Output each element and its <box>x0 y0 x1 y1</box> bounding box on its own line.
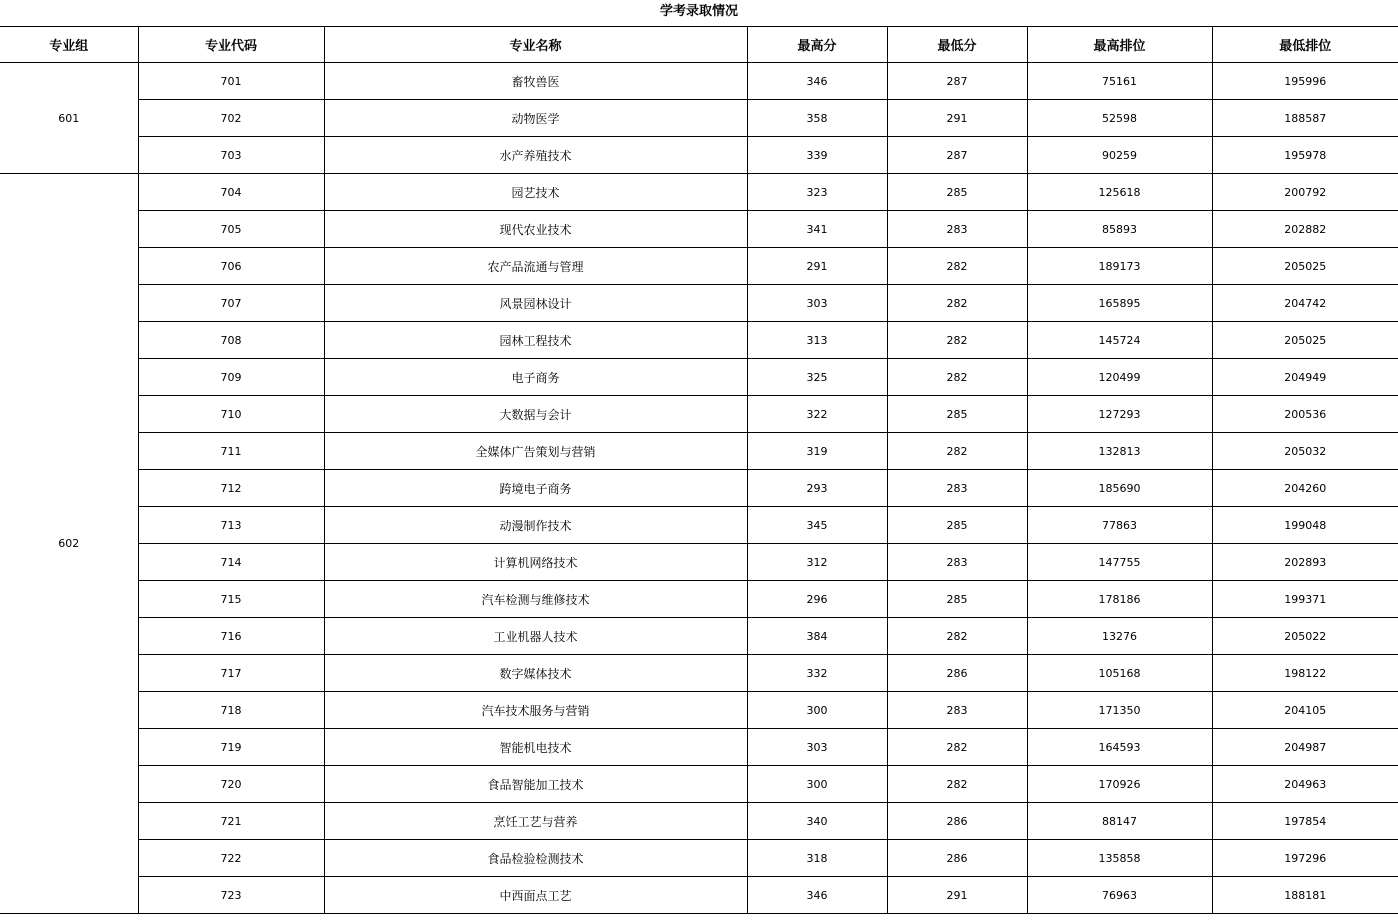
major-name-cell: 烹饪工艺与营养 <box>324 803 747 840</box>
table-row <box>0 692 1398 729</box>
max-rank-cell: 127293 <box>1027 396 1212 433</box>
major-code-cell: 716 <box>138 618 324 655</box>
table-row <box>0 803 1398 840</box>
min-score-cell: 286 <box>887 840 1027 877</box>
table-row <box>0 100 1398 137</box>
max-rank-cell: 170926 <box>1027 766 1212 803</box>
min-rank-cell: 204742 <box>1212 285 1398 322</box>
major-code-cell: 720 <box>138 766 324 803</box>
table-row <box>0 248 1398 285</box>
max-rank-cell: 135858 <box>1027 840 1212 877</box>
min-score-cell: 282 <box>887 248 1027 285</box>
major-code-cell: 702 <box>138 100 324 137</box>
table-row <box>0 470 1398 507</box>
table-row <box>0 174 1398 211</box>
min-rank-cell: 188587 <box>1212 100 1398 137</box>
max-score-cell: 303 <box>747 729 887 766</box>
min-rank-cell: 202882 <box>1212 211 1398 248</box>
min-rank-cell: 205025 <box>1212 322 1398 359</box>
min-rank-cell: 200536 <box>1212 396 1398 433</box>
table-row <box>0 433 1398 470</box>
table-row <box>0 396 1398 433</box>
min-rank-cell: 197854 <box>1212 803 1398 840</box>
max-score-cell: 300 <box>747 766 887 803</box>
major-code-cell: 707 <box>138 285 324 322</box>
major-name-cell: 动物医学 <box>324 100 747 137</box>
header-min-rank: 最低排位 <box>1212 27 1398 63</box>
max-rank-cell: 132813 <box>1027 433 1212 470</box>
header-major-group: 专业组 <box>0 27 138 63</box>
major-code-cell: 717 <box>138 655 324 692</box>
min-score-cell: 283 <box>887 211 1027 248</box>
max-rank-cell: 165895 <box>1027 285 1212 322</box>
min-rank-cell: 205032 <box>1212 433 1398 470</box>
max-score-cell: 339 <box>747 137 887 174</box>
table-row <box>0 285 1398 322</box>
min-score-cell: 282 <box>887 433 1027 470</box>
min-score-cell: 286 <box>887 655 1027 692</box>
major-code-cell: 703 <box>138 137 324 174</box>
max-score-cell: 293 <box>747 470 887 507</box>
table-row <box>0 359 1398 396</box>
major-name-cell: 动漫制作技术 <box>324 507 747 544</box>
max-score-cell: 319 <box>747 433 887 470</box>
max-score-cell: 332 <box>747 655 887 692</box>
min-rank-cell: 197296 <box>1212 840 1398 877</box>
admission-table <box>0 26 1398 914</box>
major-name-cell: 智能机电技术 <box>324 729 747 766</box>
max-rank-cell: 178186 <box>1027 581 1212 618</box>
page-title: 学考录取情况 <box>659 4 738 19</box>
min-score-cell: 285 <box>887 507 1027 544</box>
header-max-rank: 最高排位 <box>1027 27 1212 63</box>
min-score-cell: 282 <box>887 285 1027 322</box>
max-score-cell: 340 <box>747 803 887 840</box>
max-rank-cell: 105168 <box>1027 655 1212 692</box>
max-score-cell: 384 <box>747 618 887 655</box>
min-rank-cell: 200792 <box>1212 174 1398 211</box>
max-rank-cell: 13276 <box>1027 618 1212 655</box>
major-name-cell: 农产品流通与管理 <box>324 248 747 285</box>
major-code-cell: 712 <box>138 470 324 507</box>
major-name-cell: 园艺技术 <box>324 174 747 211</box>
header-major-code: 专业代码 <box>138 27 324 63</box>
min-rank-cell: 204260 <box>1212 470 1398 507</box>
min-rank-cell: 204105 <box>1212 692 1398 729</box>
major-code-cell: 723 <box>138 877 324 914</box>
max-rank-cell: 52598 <box>1027 100 1212 137</box>
min-score-cell: 286 <box>887 803 1027 840</box>
table-row <box>0 211 1398 248</box>
table-row <box>0 877 1398 914</box>
major-group-cell: 601 <box>0 63 138 174</box>
min-score-cell: 283 <box>887 470 1027 507</box>
header-min-score: 最低分 <box>887 27 1027 63</box>
max-rank-cell: 185690 <box>1027 470 1212 507</box>
major-name-cell: 计算机网络技术 <box>324 544 747 581</box>
table-row <box>0 729 1398 766</box>
max-score-cell: 358 <box>747 100 887 137</box>
major-name-cell: 畜牧兽医 <box>324 63 747 100</box>
major-group-cell: 602 <box>0 174 138 914</box>
min-rank-cell: 205022 <box>1212 618 1398 655</box>
table-row <box>0 840 1398 877</box>
min-score-cell: 285 <box>887 396 1027 433</box>
table-row <box>0 544 1398 581</box>
max-score-cell: 323 <box>747 174 887 211</box>
min-score-cell: 285 <box>887 581 1027 618</box>
min-score-cell: 291 <box>887 100 1027 137</box>
max-rank-cell: 147755 <box>1027 544 1212 581</box>
min-score-cell: 282 <box>887 322 1027 359</box>
major-name-cell: 食品智能加工技术 <box>324 766 747 803</box>
max-score-cell: 291 <box>747 248 887 285</box>
table-row <box>0 322 1398 359</box>
major-name-cell: 水产养殖技术 <box>324 137 747 174</box>
table-row <box>0 581 1398 618</box>
max-rank-cell: 76963 <box>1027 877 1212 914</box>
max-score-cell: 312 <box>747 544 887 581</box>
max-rank-cell: 164593 <box>1027 729 1212 766</box>
max-rank-cell: 145724 <box>1027 322 1212 359</box>
major-name-cell: 汽车技术服务与营销 <box>324 692 747 729</box>
min-rank-cell: 202893 <box>1212 544 1398 581</box>
min-score-cell: 287 <box>887 63 1027 100</box>
max-score-cell: 318 <box>747 840 887 877</box>
major-code-cell: 705 <box>138 211 324 248</box>
major-code-cell: 714 <box>138 544 324 581</box>
max-rank-cell: 90259 <box>1027 137 1212 174</box>
major-name-cell: 现代农业技术 <box>324 211 747 248</box>
min-score-cell: 283 <box>887 692 1027 729</box>
major-code-cell: 709 <box>138 359 324 396</box>
major-code-cell: 704 <box>138 174 324 211</box>
max-score-cell: 300 <box>747 692 887 729</box>
max-score-cell: 345 <box>747 507 887 544</box>
min-rank-cell: 188181 <box>1212 877 1398 914</box>
max-rank-cell: 125618 <box>1027 174 1212 211</box>
major-code-cell: 710 <box>138 396 324 433</box>
major-code-cell: 715 <box>138 581 324 618</box>
table-body <box>0 63 1398 914</box>
max-score-cell: 322 <box>747 396 887 433</box>
major-code-cell: 706 <box>138 248 324 285</box>
major-name-cell: 跨境电子商务 <box>324 470 747 507</box>
min-score-cell: 282 <box>887 729 1027 766</box>
min-rank-cell: 204963 <box>1212 766 1398 803</box>
min-rank-cell: 199371 <box>1212 581 1398 618</box>
table-row <box>0 766 1398 803</box>
major-code-cell: 721 <box>138 803 324 840</box>
table-row <box>0 63 1398 100</box>
min-rank-cell: 205025 <box>1212 248 1398 285</box>
table-row <box>0 618 1398 655</box>
major-name-cell: 电子商务 <box>324 359 747 396</box>
major-name-cell: 园林工程技术 <box>324 322 747 359</box>
major-code-cell: 718 <box>138 692 324 729</box>
major-name-cell: 中西面点工艺 <box>324 877 747 914</box>
major-code-cell: 711 <box>138 433 324 470</box>
major-name-cell: 风景园林设计 <box>324 285 747 322</box>
min-score-cell: 285 <box>887 174 1027 211</box>
max-rank-cell: 171350 <box>1027 692 1212 729</box>
table-row <box>0 655 1398 692</box>
major-name-cell: 全媒体广告策划与营销 <box>324 433 747 470</box>
max-score-cell: 346 <box>747 877 887 914</box>
major-code-cell: 713 <box>138 507 324 544</box>
table-row <box>0 507 1398 544</box>
major-name-cell: 汽车检测与维修技术 <box>324 581 747 618</box>
major-code-cell: 722 <box>138 840 324 877</box>
min-rank-cell: 199048 <box>1212 507 1398 544</box>
major-code-cell: 708 <box>138 322 324 359</box>
min-score-cell: 291 <box>887 877 1027 914</box>
min-score-cell: 282 <box>887 618 1027 655</box>
max-score-cell: 325 <box>747 359 887 396</box>
max-rank-cell: 120499 <box>1027 359 1212 396</box>
max-rank-cell: 189173 <box>1027 248 1212 285</box>
table-row <box>0 137 1398 174</box>
table-header-row <box>0 27 1398 63</box>
major-name-cell: 食品检验检测技术 <box>324 840 747 877</box>
min-rank-cell: 204987 <box>1212 729 1398 766</box>
min-rank-cell: 195996 <box>1212 63 1398 100</box>
max-score-cell: 303 <box>747 285 887 322</box>
header-max-score: 最高分 <box>747 27 887 63</box>
min-score-cell: 282 <box>887 359 1027 396</box>
header-major-name: 专业名称 <box>324 27 747 63</box>
min-rank-cell: 198122 <box>1212 655 1398 692</box>
max-score-cell: 341 <box>747 211 887 248</box>
major-code-cell: 701 <box>138 63 324 100</box>
max-rank-cell: 88147 <box>1027 803 1212 840</box>
min-score-cell: 287 <box>887 137 1027 174</box>
min-score-cell: 282 <box>887 766 1027 803</box>
min-rank-cell: 204949 <box>1212 359 1398 396</box>
max-score-cell: 296 <box>747 581 887 618</box>
max-score-cell: 346 <box>747 63 887 100</box>
major-code-cell: 719 <box>138 729 324 766</box>
min-rank-cell: 195978 <box>1212 137 1398 174</box>
max-rank-cell: 75161 <box>1027 63 1212 100</box>
major-name-cell: 大数据与会计 <box>324 396 747 433</box>
major-name-cell: 数字媒体技术 <box>324 655 747 692</box>
max-rank-cell: 77863 <box>1027 507 1212 544</box>
min-score-cell: 283 <box>887 544 1027 581</box>
max-rank-cell: 85893 <box>1027 211 1212 248</box>
max-score-cell: 313 <box>747 322 887 359</box>
major-name-cell: 工业机器人技术 <box>324 618 747 655</box>
